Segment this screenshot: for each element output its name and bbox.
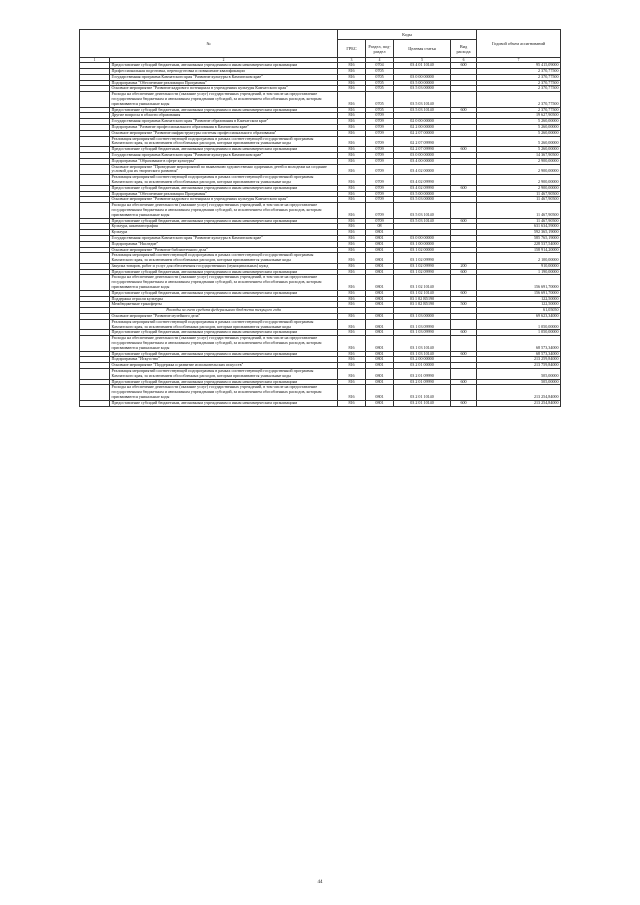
header-num: № <box>80 30 338 58</box>
col-number: 1 <box>80 58 110 63</box>
cell-name: Государственная программа Камчатского края "Развитие культуры в Камчатском крае" <box>110 235 338 241</box>
cell-csr: 03 2 01 09990 <box>394 379 451 385</box>
cell-sum: 213 254,84000 <box>477 385 561 400</box>
cell-grbs: 816 <box>338 63 366 69</box>
cell-rz: 08 <box>366 224 394 230</box>
cell-vr: 600 <box>451 330 477 336</box>
cell-vr <box>451 385 477 400</box>
cell-name: Основное мероприятие "Развитие кадрового потенциала в учреждениях культуры Камчатского края" <box>110 86 338 92</box>
row-index-cell <box>80 400 110 406</box>
cell-vr: 600 <box>451 185 477 191</box>
cell-grbs: 816 <box>338 164 366 175</box>
cell-vr: 600 <box>451 351 477 357</box>
cell-vr: 600 <box>451 379 477 385</box>
table-row <box>80 175 561 186</box>
header-csr: Целевая статья <box>394 40 451 58</box>
cell-sum: 61,05050 <box>477 308 561 314</box>
cell-sum: 1 050,00000 <box>477 319 561 330</box>
cell-rz: 0801 <box>366 379 394 385</box>
cell-grbs: 816 <box>338 400 366 406</box>
cell-sum: 5 260,00000 <box>477 124 561 130</box>
cell-csr: 03 0 00 00000 <box>394 74 451 80</box>
cell-csr: 03 5 03 10140 <box>394 218 451 224</box>
cell-grbs: 816 <box>338 130 366 136</box>
cell-grbs: 816 <box>338 191 366 197</box>
cell-csr: 03 5 03 00000 <box>394 197 451 203</box>
cell-csr: 03 1 03 10140 <box>394 351 451 357</box>
cell-name: Расходы на обеспечение деятельности (оказание услуг) государственных учреждений, в том числе на предоставление государственным бюджетным и автономным учреждениям субсидий, за исключением обособленных расходов, которым присваиваются уникальные коды <box>110 385 338 400</box>
cell-rz: 0705 <box>366 80 394 86</box>
cell-sum: 2 100,00000 <box>477 253 561 264</box>
table-row <box>80 253 561 264</box>
cell-rz: 0801 <box>366 247 394 253</box>
cell-name: Расходы за счет средств федерального бюджета текущего года <box>110 308 338 314</box>
cell-rz: 0709 <box>366 147 394 153</box>
cell-rz: 0709 <box>366 175 394 186</box>
cell-rz: 0801 <box>366 230 394 236</box>
cell-rz: 0801 <box>366 302 394 308</box>
cell-grbs: 816 <box>338 263 366 269</box>
table-body <box>80 63 561 406</box>
cell-name: Реализация мероприятий соответствующей подпрограммы в рамках соответствующей государственной программы Камчатского края, за исключением обособленных расходов, которым присваиваются уникальные коды <box>110 175 338 186</box>
cell-sum: 95 415,09000 <box>477 63 561 69</box>
cell-grbs: 816 <box>338 197 366 203</box>
cell-sum: 158 914,20000 <box>477 247 561 253</box>
cell-csr: 03 1 02 10140 <box>394 275 451 290</box>
cell-name: Реализация мероприятий соответствующей подпрограммы в рамках соответствующей государственной программы Камчатского края, за исключением обособленных расходов, которым присваиваются уникальные коды <box>110 369 338 380</box>
cell-name: Подпрограмма "Обеспечение реализации Программы" <box>110 191 338 197</box>
cell-name: Предоставление субсидий бюджетным, автономным учреждениям и иным некоммерческим организациям <box>110 147 338 153</box>
cell-grbs: 816 <box>338 113 366 119</box>
table-row <box>80 164 561 175</box>
cell-vr: 500 <box>451 302 477 308</box>
cell-rz: 0801 <box>366 357 394 363</box>
cell-grbs: 816 <box>338 230 366 236</box>
cell-name: Предоставление субсидий бюджетным, автономным учреждениям и иным некоммерческим организациям <box>110 379 338 385</box>
cell-name: Реализация мероприятий соответствующей подпрограммы в рамках соответствующей государственной программы Камчатского края, за исключением обособленных расходов, которым присваиваются уникальные коды <box>110 253 338 264</box>
cell-grbs: 816 <box>338 247 366 253</box>
cell-rz: 0801 <box>366 351 394 357</box>
cell-grbs: 816 <box>338 147 366 153</box>
cell-sum: 2 900,00000 <box>477 158 561 164</box>
cell-sum: 592 365,19000 <box>477 230 561 236</box>
cell-csr: 03 1 03 00000 <box>394 314 451 320</box>
cell-rz: 0709 <box>366 152 394 158</box>
row-index-cell <box>80 175 110 186</box>
table-row <box>80 400 561 406</box>
cell-name: Предоставление субсидий бюджетным, автономным учреждениям и иным некоммерческим организациям <box>110 218 338 224</box>
cell-rz: 0801 <box>366 400 394 406</box>
cell-name: Основное мероприятие "Развитие инфраструктуры системы профессионального образования" <box>110 130 338 136</box>
cell-name: Предоставление субсидий бюджетным, автономным учреждениям и иным некоммерческим организациям <box>110 63 338 69</box>
cell-csr: 03 5 00 00000 <box>394 80 451 86</box>
cell-sum: 1 050,00000 <box>477 330 561 336</box>
cell-csr: 03 1 02 00000 <box>394 247 451 253</box>
cell-grbs: 816 <box>338 369 366 380</box>
cell-csr: 03 1 02 09990 <box>394 263 451 269</box>
cell-csr: 03 5 03 10140 <box>394 107 451 113</box>
row-index-cell <box>80 369 110 380</box>
cell-vr <box>451 253 477 264</box>
cell-csr: 03 4 02 00000 <box>394 164 451 175</box>
cell-name: Профессиональная подготовка, переподготовка и повышение квалификации <box>110 69 338 75</box>
cell-name: Подпрограмма "Образование в сфере культуры" <box>110 158 338 164</box>
col-number: 3 <box>338 58 366 63</box>
cell-csr: 03 1 02 10140 <box>394 290 451 296</box>
cell-sum: 2 370,77500 <box>477 69 561 75</box>
cell-csr: 03 1 02 09990 <box>394 269 451 275</box>
cell-csr: 02 2 07 09990 <box>394 136 451 147</box>
cell-vr <box>451 92 477 107</box>
cell-grbs: 816 <box>338 124 366 130</box>
cell-rz: 0709 <box>366 218 394 224</box>
cell-vr <box>451 319 477 330</box>
row-index-cell <box>80 92 110 107</box>
cell-rz: 0704 <box>366 63 394 69</box>
cell-name: Государственная программа Камчатского края "Развитие культуры в Камчатском крае" <box>110 74 338 80</box>
cell-sum: 505,00000 <box>477 369 561 380</box>
cell-rz: 0709 <box>366 158 394 164</box>
cell-vr <box>451 203 477 218</box>
row-index-cell <box>80 385 110 400</box>
cell-sum: 122,50000 <box>477 302 561 308</box>
cell-rz: 0705 <box>366 69 394 75</box>
cell-sum: 2 370,77500 <box>477 80 561 86</box>
cell-csr: 03 2 00 00000 <box>394 357 451 363</box>
cell-sum: 2 370,77500 <box>477 74 561 80</box>
cell-name: Реализация мероприятий соответствующей подпрограммы в рамках соответствующей государственной программы Камчатского края, за исключением обособленных расходов, которым присваиваются уникальные коды <box>110 319 338 330</box>
cell-sum: 585 765,19000 <box>477 235 561 241</box>
cell-csr: 02 2 07 00000 <box>394 130 451 136</box>
cell-rz: 0705 <box>366 74 394 80</box>
cell-sum: 5 260,00000 <box>477 136 561 147</box>
budget-sheet <box>79 29 560 407</box>
cell-vr: 600 <box>451 107 477 113</box>
cell-name: Подпрограмма "Искусство" <box>110 357 338 363</box>
table-row <box>80 369 561 380</box>
table-row <box>80 275 561 290</box>
cell-sum: 5 260,00000 <box>477 130 561 136</box>
table-row <box>80 385 561 400</box>
cell-rz: 0709 <box>366 113 394 119</box>
cell-rz: 0709 <box>366 203 394 218</box>
row-index-cell <box>80 275 110 290</box>
cell-csr: 03 4 00 00000 <box>394 158 451 164</box>
cell-sum: 2 900,00000 <box>477 175 561 186</box>
cell-csr: 03 0 00 00000 <box>394 152 451 158</box>
cell-csr: 03 5 03 10140 <box>394 92 451 107</box>
cell-csr: 03 1 00 00000 <box>394 241 451 247</box>
cell-sum: 11 467,90500 <box>477 203 561 218</box>
cell-sum: 5 260,00000 <box>477 147 561 153</box>
cell-name: Культура <box>110 230 338 236</box>
cell-grbs: 816 <box>338 218 366 224</box>
cell-grbs: 816 <box>338 152 366 158</box>
cell-sum: 19 627,90500 <box>477 113 561 119</box>
cell-rz: 0801 <box>366 241 394 247</box>
cell-grbs: 816 <box>338 69 366 75</box>
cell-grbs: 816 <box>338 379 366 385</box>
cell-grbs: 816 <box>338 314 366 320</box>
cell-name: Расходы на обеспечение деятельности (оказание услуг) государственных учреждений, в том числе на предоставление государственным бюджетным и автономным учреждениям субсидий, за исключением обособленных расходов, которым присваиваются уникальные коды <box>110 336 338 351</box>
cell-grbs: 816 <box>338 357 366 363</box>
cell-rz: 0801 <box>366 275 394 290</box>
cell-grbs: 816 <box>338 86 366 92</box>
cell-name: Поддержка отрасли культуры <box>110 296 338 302</box>
cell-vr: 600 <box>451 290 477 296</box>
cell-grbs: 816 <box>338 290 366 296</box>
col-number: 7 <box>477 58 561 63</box>
cell-rz: 0801 <box>366 263 394 269</box>
cell-name: Подпрограмма "Обеспечение реализации Программы" <box>110 80 338 86</box>
cell-csr: 03 1 02 R5190 <box>394 302 451 308</box>
cell-csr: 02 2 07 09990 <box>394 147 451 153</box>
cell-grbs: 816 <box>338 203 366 218</box>
cell-csr: 02 2 00 00000 <box>394 124 451 130</box>
cell-sum: 2 900,00000 <box>477 164 561 175</box>
cell-name: Закупка товаров, работ и услуг для обеспечения государственных (муниципальных) нужд <box>110 263 338 269</box>
cell-sum: 2 370,77500 <box>477 86 561 92</box>
cell-name: Подпрограмма "Развитие профессионального образования в Камчатском крае" <box>110 124 338 130</box>
cell-grbs: 816 <box>338 92 366 107</box>
col-number: 2 <box>110 58 338 63</box>
cell-grbs: 816 <box>338 224 366 230</box>
cell-name: Основное мероприятие "Развитие кадрового потенциала в учреждениях культуры Камчатского края" <box>110 197 338 203</box>
cell-sum: 228 537,54000 <box>477 241 561 247</box>
cell-name: Основное мероприятие "Развитие библиотечного дела" <box>110 247 338 253</box>
cell-csr: 02 0 00 00000 <box>394 119 451 125</box>
cell-grbs: 816 <box>338 107 366 113</box>
table-row <box>80 319 561 330</box>
cell-sum: 68 573,34000 <box>477 351 561 357</box>
cell-name: Межбюджетные трансферты <box>110 302 338 308</box>
cell-rz: 0705 <box>366 92 394 107</box>
cell-sum: 11 467,90500 <box>477 191 561 197</box>
row-index-cell <box>80 164 110 175</box>
cell-rz: 0709 <box>366 124 394 130</box>
cell-name: Расходы на обеспечение деятельности (оказание услуг) государственных учреждений, в том числе на предоставление государственным бюджетным и автономным учреждениям субсидий, за исключением обособленных расходов, которым присваиваются уникальные коды <box>110 203 338 218</box>
row-index-cell <box>80 203 110 218</box>
cell-csr: 03 5 03 00000 <box>394 86 451 92</box>
cell-sum: 11 467,90500 <box>477 218 561 224</box>
cell-sum: 69 623,34000 <box>477 314 561 320</box>
cell-rz: 0709 <box>366 197 394 203</box>
cell-grbs: 816 <box>338 80 366 86</box>
table-row <box>80 92 561 107</box>
cell-rz: 0705 <box>366 86 394 92</box>
cell-grbs: 816 <box>338 319 366 330</box>
row-index-cell <box>80 336 110 351</box>
cell-grbs: 816 <box>338 158 366 164</box>
cell-rz: 0709 <box>366 164 394 175</box>
cell-vr: 200 <box>451 263 477 269</box>
cell-name: Предоставление субсидий бюджетным, автономным учреждениям и иным некоммерческим организациям <box>110 269 338 275</box>
cell-sum: 2 370,77500 <box>477 107 561 113</box>
cell-grbs: 816 <box>338 302 366 308</box>
cell-vr: 600 <box>451 269 477 275</box>
cell-vr: 600 <box>451 218 477 224</box>
cell-name: Государственная программа Камчатского края "Развитие образования в Камчатском крае" <box>110 119 338 125</box>
cell-rz: 0705 <box>366 107 394 113</box>
cell-grbs: 816 <box>338 119 366 125</box>
cell-name: Государственная программа Камчатского края "Развитие культуры в Камчатском крае" <box>110 152 338 158</box>
cell-name: Расходы на обеспечение деятельности (оказание услуг) государственных учреждений, в том числе на предоставление государственным бюджетным и автономным учреждениям субсидий, за исключением обособленных расходов, которым присваиваются уникальные коды <box>110 92 338 107</box>
cell-csr: 03 1 02 09990 <box>394 253 451 264</box>
cell-sum: 14 367,90500 <box>477 152 561 158</box>
cell-rz: 0709 <box>366 185 394 191</box>
cell-sum: 5 260,00000 <box>477 119 561 125</box>
row-index-cell <box>80 319 110 330</box>
cell-sum: 2 370,77500 <box>477 92 561 107</box>
cell-name: Предоставление субсидий бюджетным, автономным учреждениям и иным некоммерческим организациям <box>110 290 338 296</box>
cell-vr <box>451 136 477 147</box>
cell-csr: 03 1 03 09990 <box>394 319 451 330</box>
cell-name: Предоставление субсидий бюджетным, автономным учреждениям и иным некоммерческим организациям <box>110 185 338 191</box>
cell-grbs: 816 <box>338 385 366 400</box>
cell-sum: 156 691,70000 <box>477 275 561 290</box>
cell-name: Основное мероприятие "Поддержка и развитие исполнительских искусств" <box>110 363 338 369</box>
cell-csr: 03 1 03 09990 <box>394 330 451 336</box>
cell-sum: 2 900,00000 <box>477 185 561 191</box>
cell-name: Расходы на обеспечение деятельности (оказание услуг) государственных учреждений, в том числе на предоставление государственным бюджетным и автономным учреждениям субсидий, за исключением обособленных расходов, которым присваиваются уникальные коды <box>110 275 338 290</box>
cell-csr: 03 1 02 R5190 <box>394 296 451 302</box>
cell-rz: 0801 <box>366 336 394 351</box>
cell-grbs: 816 <box>338 363 366 369</box>
cell-grbs: 816 <box>338 330 366 336</box>
cell-name: Предоставление субсидий бюджетным, автономным учреждениям и иным некоммерческим организациям <box>110 351 338 357</box>
cell-vr: 600 <box>451 400 477 406</box>
cell-rz: 0801 <box>366 296 394 302</box>
cell-sum: 122,50000 <box>477 296 561 302</box>
cell-rz: 0801 <box>366 319 394 330</box>
cell-csr: 03 5 03 10140 <box>394 203 451 218</box>
cell-vr: 600 <box>451 147 477 153</box>
cell-csr: 03 2 01 09990 <box>394 369 451 380</box>
header-codes: Коды <box>338 30 477 40</box>
cell-grbs: 816 <box>338 185 366 191</box>
cell-sum: 505,00000 <box>477 379 561 385</box>
budget-table <box>79 29 561 407</box>
cell-csr: 03 2 01 00000 <box>394 363 451 369</box>
cell-grbs: 816 <box>338 235 366 241</box>
cell-grbs: 816 <box>338 351 366 357</box>
col-number: 6 <box>451 58 477 63</box>
cell-sum: 910,00000 <box>477 263 561 269</box>
cell-grbs: 816 <box>338 336 366 351</box>
cell-rz: 0801 <box>366 253 394 264</box>
cell-name: Предоставление субсидий бюджетным, автономным учреждениям и иным некоммерческим организациям <box>110 330 338 336</box>
cell-rz: 0801 <box>366 385 394 400</box>
row-index-cell <box>80 253 110 264</box>
cell-csr: 03 2 01 10140 <box>394 385 451 400</box>
cell-rz: 0801 <box>366 314 394 320</box>
table-row <box>80 336 561 351</box>
col-number: 5 <box>394 58 451 63</box>
cell-name: Реализация мероприятий соответствующей подпрограммы в рамках соответствующей государственной программы Камчатского края, за исключением обособленных расходов, которым присваиваются уникальные коды <box>110 136 338 147</box>
header-sum: Годовой объем ассигнований <box>477 30 561 58</box>
cell-rz: 0709 <box>366 130 394 136</box>
cell-vr <box>451 175 477 186</box>
table-row <box>80 203 561 218</box>
cell-csr: 03 5 00 00000 <box>394 191 451 197</box>
cell-grbs: 816 <box>338 296 366 302</box>
cell-rz: 0801 <box>366 290 394 296</box>
page-number: 44 <box>317 880 323 885</box>
cell-sum: 1 190,00000 <box>477 269 561 275</box>
cell-grbs: 816 <box>338 175 366 186</box>
cell-name: Культура, кинематография <box>110 224 338 230</box>
cell-rz: 0709 <box>366 136 394 147</box>
cell-rz: 0801 <box>366 235 394 241</box>
cell-name: Основное мероприятие "Развитие музейного дела" <box>110 314 338 320</box>
cell-grbs: 816 <box>338 241 366 247</box>
cell-sum: 11 467,90500 <box>477 197 561 203</box>
cell-grbs: 816 <box>338 275 366 290</box>
cell-rz: 0801 <box>366 369 394 380</box>
cell-grbs: 816 <box>338 269 366 275</box>
cell-name: Другие вопросы в области образования <box>110 113 338 119</box>
cell-grbs: 816 <box>338 74 366 80</box>
cell-sum: 213 254,84000 <box>477 400 561 406</box>
cell-vr: 600 <box>451 63 477 69</box>
row-index-cell <box>80 136 110 147</box>
col-number: 4 <box>366 58 394 63</box>
table-row <box>80 136 561 147</box>
cell-sum: 631 634,59000 <box>477 224 561 230</box>
cell-vr <box>451 164 477 175</box>
header-grbs: ГРБС <box>338 40 366 58</box>
cell-sum: 213 759,84000 <box>477 363 561 369</box>
cell-vr <box>451 336 477 351</box>
cell-grbs: 816 <box>338 253 366 264</box>
cell-vr <box>451 369 477 380</box>
cell-sum: 68 573,34000 <box>477 336 561 351</box>
cell-sum: 213 259,84000 <box>477 357 561 363</box>
cell-csr: 03 4 02 09990 <box>394 175 451 186</box>
cell-csr: 03 4 02 09990 <box>394 185 451 191</box>
cell-name: Основное мероприятие "Проведение мероприятий по выявлению художественно одаренных детей и молодежи на создание условий для их творческого развития" <box>110 164 338 175</box>
cell-name: Предоставление субсидий бюджетным, автономным учреждениям и иным некоммерческим организациям <box>110 107 338 113</box>
cell-csr: 03 2 01 10140 <box>394 400 451 406</box>
cell-rz: 0709 <box>366 119 394 125</box>
cell-name: Предоставление субсидий бюджетным, автономным учреждениям и иным некоммерческим организациям <box>110 400 338 406</box>
header-razdel: Раздел, под-раздел <box>366 40 394 58</box>
cell-csr: 03 4 01 10140 <box>394 63 451 69</box>
cell-rz: 0801 <box>366 269 394 275</box>
cell-grbs: 816 <box>338 136 366 147</box>
cell-csr: 03 1 03 10140 <box>394 336 451 351</box>
cell-rz: 0801 <box>366 363 394 369</box>
cell-csr: 03 0 00 00000 <box>394 235 451 241</box>
header-vr: Вид расхода <box>451 40 477 58</box>
cell-vr <box>451 275 477 290</box>
cell-sum: 156 691,70000 <box>477 290 561 296</box>
cell-rz: 0801 <box>366 330 394 336</box>
cell-name: Подпрограмма "Наследие" <box>110 241 338 247</box>
cell-rz: 0709 <box>366 191 394 197</box>
